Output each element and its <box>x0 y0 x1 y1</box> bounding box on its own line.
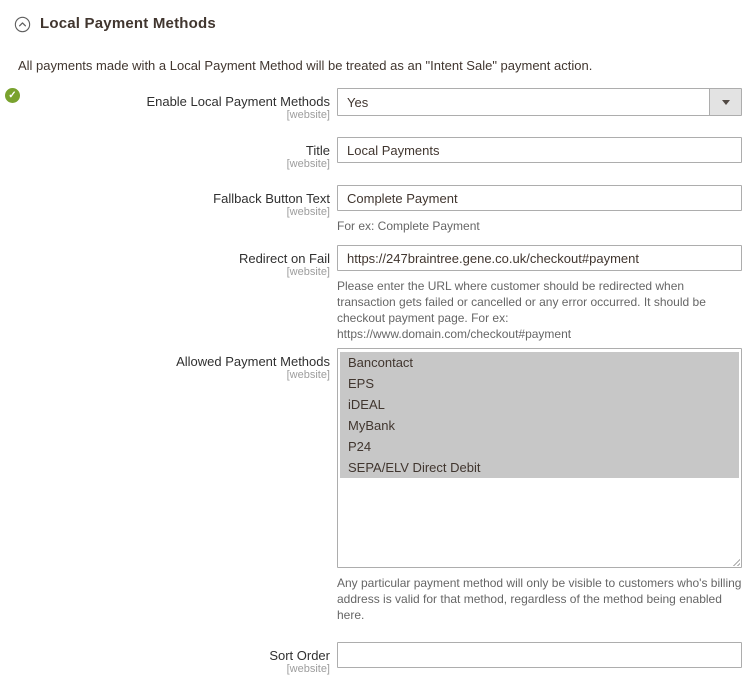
enable-select[interactable] <box>337 88 742 116</box>
field-row-title <box>0 137 750 171</box>
multiselect-options <box>340 352 739 478</box>
config-form <box>0 88 750 676</box>
field-note: Please enter the URL where customer should be redirected when transaction gets failed or cancelled or any error occurred. It should be checkout payment page. For ex: https://www.domain.com/checkout#payment <box>337 279 706 341</box>
green-check-icon: ✓ <box>5 88 20 103</box>
field-row-enable <box>0 88 750 122</box>
select-option[interactable]: SEPA/ELV Direct Debit <box>340 457 739 478</box>
sort-order-input[interactable] <box>337 642 742 668</box>
field-note: Any particular payment method will only be visible to customers who's billing address is valid for that method, regardless of the method being enabled here. <box>337 576 742 622</box>
field-row-fallback <box>0 185 750 234</box>
field-scope: [website] <box>286 206 330 218</box>
field-label-col <box>0 137 330 171</box>
field-label-col <box>0 185 330 234</box>
field-label-col <box>0 348 330 623</box>
section-description: All payments made with a Local Payment Method will be treated as an "Intent Sale" payment action. <box>18 58 593 73</box>
field-row-sort <box>0 642 750 676</box>
field-label: Allowed Payment Methods <box>176 354 330 369</box>
field-label-col <box>0 88 330 122</box>
fallback-button-text-input[interactable] <box>337 185 742 211</box>
select-option[interactable]: P24 <box>340 436 739 457</box>
title-input[interactable] <box>337 137 742 163</box>
field-scope: [website] <box>286 109 330 121</box>
field-note: For ex: Complete Payment <box>337 219 480 233</box>
caret-down-icon <box>722 100 730 105</box>
resize-grip-icon[interactable] <box>730 556 740 566</box>
select-option[interactable]: EPS <box>340 373 739 394</box>
enable-select-value: Yes <box>347 94 369 110</box>
allowed-payment-methods-multiselect[interactable] <box>337 348 742 568</box>
field-label: Fallback Button Text <box>213 191 330 206</box>
field-label: Redirect on Fail <box>238 251 330 266</box>
select-option[interactable]: MyBank <box>340 415 739 436</box>
field-scope: [website] <box>286 663 330 675</box>
field-label: Title <box>305 143 330 158</box>
select-caret-button[interactable] <box>709 89 741 115</box>
field-label: Sort Order <box>269 648 330 663</box>
field-scope: [website] <box>286 266 330 278</box>
redirect-on-fail-input[interactable] <box>337 245 742 271</box>
field-scope: [website] <box>286 158 330 170</box>
section-title: Local Payment Methods <box>40 15 216 32</box>
field-row-allowed <box>0 348 750 623</box>
chevron-up-circle-icon[interactable] <box>14 16 31 33</box>
field-label: Enable Local Payment Methods <box>146 94 330 109</box>
select-option[interactable]: iDEAL <box>340 394 739 415</box>
section-header[interactable] <box>0 0 750 35</box>
field-label-col <box>0 642 330 676</box>
field-scope: [website] <box>286 369 330 381</box>
field-row-redirect <box>0 245 750 342</box>
field-label-col <box>0 245 330 342</box>
select-option[interactable]: Bancontact <box>340 352 739 373</box>
